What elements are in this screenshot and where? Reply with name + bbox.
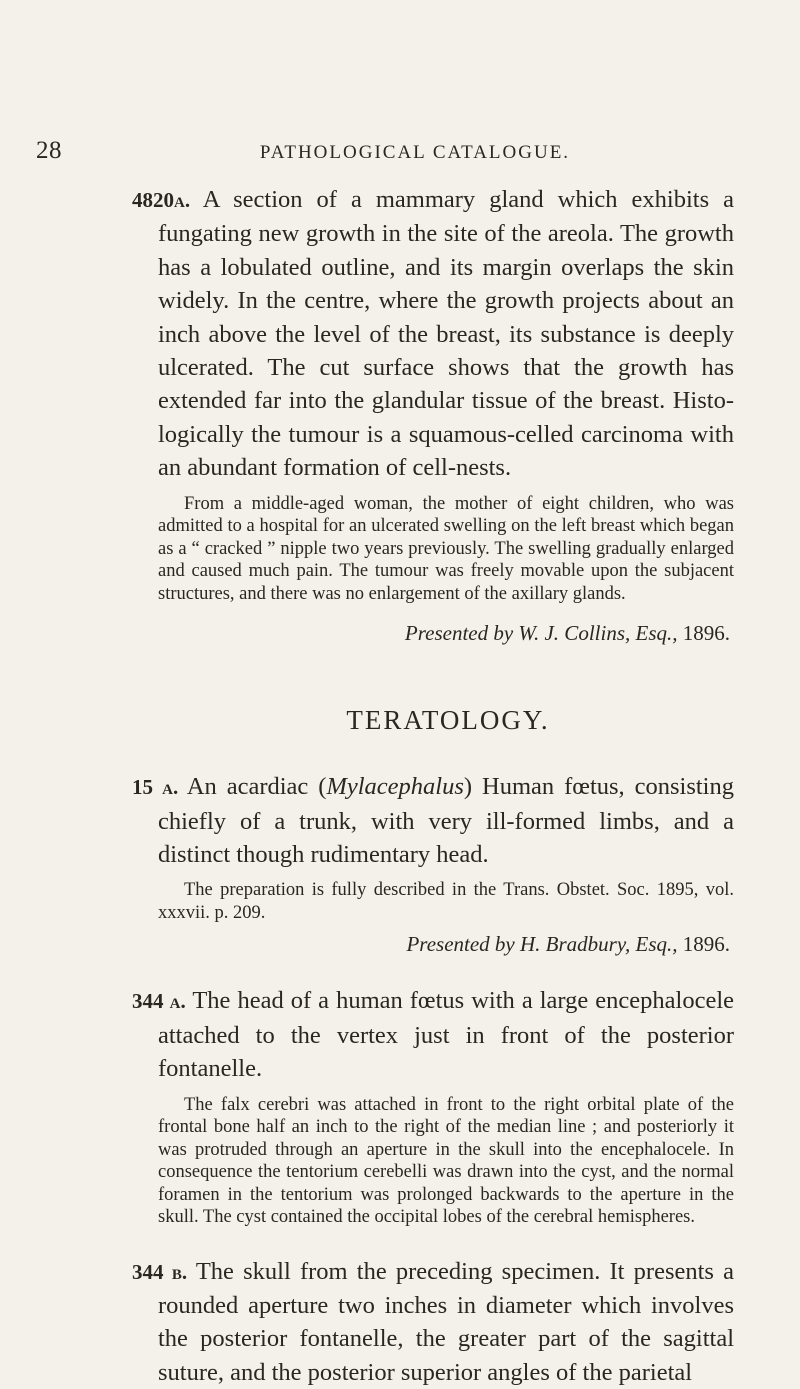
entry-description: 4820a. A section of a mammary gland which exhibits a fungating new growth in the site of the areola. The growth has a lobulated outline, and its margin overlaps the skin widely. In the centre, where the growth projects about an inch above the level of the breast, its substance is deeply ulcerated. The cut surface shows that the growth has extended far into the glandular tissue of the breast. Histo-logically the tumour is a squamous-celled carcinoma with an abundant formation of cell-nests. [132,186,734,482]
catalogue-entry-4820a [132,183,734,647]
entry-description: 344 b. The skull from the preceding specimen. It presents a rounded aperture two inches in diameter which involves the posterior fontanelle, the greater part of the sagittal suture, and the posterior superior angles of the parietal [132,1257,735,1386]
running-title: PATHOLOGICAL CATALOGUE. [259,142,571,163]
section-title: TERATOLOGY. [346,705,550,736]
entry-description: 344 a. The head of a human fœtus with a large encephalocele attached to the vertex just in front of the posterior fontanelle. [132,987,735,1083]
entry-number: 344 a. [132,989,186,1014]
italic-term: Mylacephalus [326,773,464,801]
page-content [132,183,734,1389]
presented-by: Presented by W. J. Collins, Esq., 1896. [404,621,730,646]
catalogue-entry-344a [132,984,734,1228]
page-number: 28 [36,137,62,164]
entry-description: 15 a. An acardiac (Mylacephalus) Human fœtus, consisting chiefly of a trunk, with very ill-formed limbs, and a distinct though rudimentary head. [132,773,734,868]
entry-number: 15 a. [132,775,179,800]
entry-note: The preparation is fully described in the Trans. Obstet. Soc. 1895, vol. xxxvii. p. 209. [158,880,734,923]
catalogue-entry-344b [132,1255,734,1389]
catalogue-entry-15a [132,770,734,958]
entry-note: From a middle-aged woman, the mother of eight children, who was admitted to a hospital for an ulcerated swelling on the left breast which began as a “ cracked ” nipple two years previously. The swelling gradually enlarged and caused much pain. The tumour was freely movable upon the subjacent structures, and there was no enlargement of the axillary glands. [158,493,734,604]
presented-by: Presented by H. Bradbury, Esq., 1896. [406,932,730,957]
entry-number: 344 b. [132,1259,188,1284]
entry-number: 4820a. [132,188,191,212]
entry-note: The falx cerebri was attached in front to the right orbital plate of the frontal bone half an inch to the right of the median line ; and posteriorly it was protruded through an aperture in the skull into the encephalocele. In consequence the tentorium cerebelli was drawn into the cyst, and the normal foramen in the tentorium was prolonged backwards to the aperture in the skull. The cyst contained the occipital lobes of the cerebral hemispheres. [158,1094,734,1228]
